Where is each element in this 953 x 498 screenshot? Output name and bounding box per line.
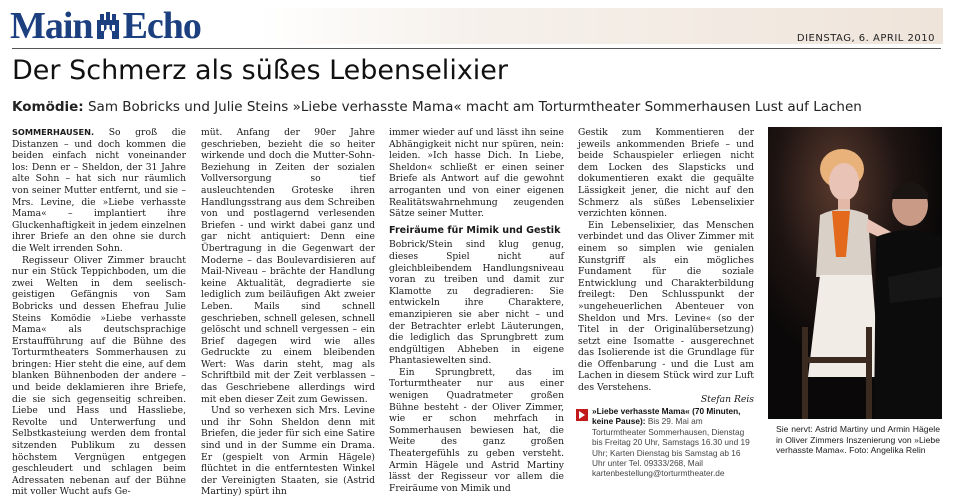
info-title: »Liebe verhasste Mama« (70 Minuten, keine Pause): xyxy=(592,406,741,427)
subheadline-text: Sam Bobricks und Julie Steins »Liebe verhasste Mama« macht am Torturmtheater Sommerhausen Lust auf Lachen xyxy=(87,99,862,115)
header-rule xyxy=(12,48,941,49)
coat-of-arms-icon xyxy=(96,12,120,40)
section-heading: Freiräume für Mimik und Gestik xyxy=(389,224,561,236)
column-1 xyxy=(12,127,186,498)
author-byline: Stefan Reis xyxy=(700,393,754,405)
paragraph: Gestik zum Kommentieren der jeweils ankommenden Briefe – und beide Schauspieler erliegen nicht dem Locken des Slapsticks und dokumentieren exakt die gequälte Lässigkeit jener, die nicht auf den Schmerz als süßes Lebenselixier verzichten können. xyxy=(578,127,754,220)
issue-date: DIENSTAG, 6. APRIL 2010 xyxy=(796,33,935,44)
paragraph: Ein Sprungbrett, das im Torturmtheater nur aus einer wenigen Quadratmeter großen Bühne besteht - der Oliver Zimmer, wie er schon mehrfach in Sommerhausen bewiesen hat, die Weite des ganz großen Theatergefühls zu geben versteht. Armin Hägele und Astrid Martiny lässt der Regisseur vor allem die Freiräume von Mimik und xyxy=(389,366,564,494)
logo-main: Main xyxy=(10,5,93,47)
headline: Der Schmerz als süßes Lebenselixier xyxy=(12,55,509,86)
paragraph: Regisseur Oliver Zimmer braucht nur ein Stück Teppichboden, um die zwei Welten in dem seelisch-geistigen Gefängnis von Sam Bobricks und dessen Ehefrau Julie Steins Komödie »Liebe verhasste Mama« als deutschsprachige Erstaufführung auf die Bühne des Torturmtheaters Sommerhausen zu bringen: Hier steht die eine, auf dem blanken Bühnenboden der andere – und beide deklamieren ihre Briefe, die sie sich gegenseitig schreiben. Liebe und Hass und Hassliebe, Revolte und Unterwerfung und Selbstkasteiung werden dem frontal sitzenden Publikum zu dessen höchstem Vergnügen entgegen geschleudert und schlagen beim Adressaten nebenan auf der Bühne mit voller Wucht aufs Ge- xyxy=(12,254,186,498)
subheadline xyxy=(12,99,862,115)
stage-photo-image xyxy=(768,127,942,419)
column-4 xyxy=(578,127,754,405)
article-photo[interactable] xyxy=(768,127,942,419)
paragraph: Und so verhexen sich Mrs. Levine und ihr Sohn Sheldon denn mit Briefen, die jeder für sich eine Satire sind und in der Summe ein Drama. Er (gespielt von Armin Hägele) flüchtet in die entferntesten Winkel der Vereinigten Staaten, sie (Astrid Martiny) spürt ihn xyxy=(201,405,375,498)
arrow-icon xyxy=(576,409,588,421)
paragraph: Ein Lebenselixier, das Menschen verbindet und das Oliver Zimmer mit einem so simplen wie genialen Kunstgriff als ein mögliches Fundament für die soziale Entwicklung und Charakterbildung freilegt: Den Schlusspunkt der »ungeheuerlichen Abenteuer von Sheldon und Mrs. Levine« (so der Titel in der Originalübersetzung) setzt eine Isomatte - ausgerechnet das Isolierende ist die Grundlage für die Offenbarung - und die Lust am Lachen in diesem Stück wird zur Luft des Verstehens. xyxy=(578,219,754,394)
photo-caption: Sie nervt: Astrid Martiny und Armin Hägele in Oliver Zimmers Inszenierung von »Liebe verhasste Mama«. Foto: Angelika Relin xyxy=(776,424,940,456)
paragraph: immer wieder auf und lässt ihn seine Abhängigkeit nicht nur spüren, nein: leiden. »Ich hasse Dich. In Liebe, Sheldon« schließt er einen seiner Briefe als Antwort auf die gewohnt arroganten und von einer eigenen Realitätswahrnehmung zeugenden Sätze seiner Mutter. xyxy=(389,127,564,220)
info-box xyxy=(576,406,756,479)
masthead-logo[interactable] xyxy=(10,6,201,46)
paragraph: Bobrick/Stein sind klug genug, dieses Spiel nicht auf gleichbleibendem Handlungsniveau voran zu treiben und damit zur Klamotte zu degradieren: Sie entwickeln ihre Charaktere, emanzipieren sie aber nicht – und der Betrachter erlebt Läuterungen, die lediglich das Sprungbrett zum endgültigen Abheben in eigene Phantasiewelten sind. xyxy=(389,239,564,367)
dateline: SOMMERHAUSEN. xyxy=(12,127,95,137)
column-2 xyxy=(201,127,375,498)
paragraph: müt. Anfang der 90er Jahre geschrieben, bezieht die so heiter wirkende und doch die Mutter-Sohn-Beziehung in Zeiten der sozialen Vollversorgung so tief ausleuchtenden Groteske ihren Handlungsstrang aus dem Schreiben von und postlagernd verlesenden Briefen - und wirkt dabei ganz und gar nicht antiquiert: Denn eine Übertragung in die Gegenwart der Moderne – das Boulevardisieren auf Mail-Niveau – brächte der Handlung keine Aktualität, degradierte sie lediglich zum beiläufigen Akt zweier Leben. Mails sind schnell geschrieben, schnell gelesen, schnell gelöscht und schnell vergessen – ein Brief dagegen wird wie alles Gedruckte zu einem bleibenden Wert: Was darin steht, mag als Schriftbild mit der Zeit verblassen – das Geschriebene allerdings wird mit eben dieser Zeit zum Gewissen. xyxy=(201,127,375,405)
paragraph: So groß die Distanzen – und doch kommen die beiden einfach nicht voneinander los: Denn er – Sheldon, der 31 Jahre alte Sohn – hat sich nur räumlich von seiner Mutter entfernt, und sie – Mrs. Levine, die »Liebe verhasste Mama« – implantiert ihre Gluckenhaftigkeit in jedem einzelnen ihrer Briefe an den ohne sie durch die Welt irrenden Sohn. xyxy=(12,127,186,254)
logo-echo: Echo xyxy=(122,5,201,47)
column-3 xyxy=(389,127,564,494)
info-text: Bis 29. Mai am Torturmtheater Sommerhausen, Dienstag bis Freitag 20 Uhr, Samstags 16.30 und 19 Uhr; Karten Dienstag bis Samstag ab 16 Uhr unter Tel. 09333/268, Mail kartenbestellung@torturmtheater.de xyxy=(592,416,750,479)
kicker: Komödie: xyxy=(12,99,84,115)
